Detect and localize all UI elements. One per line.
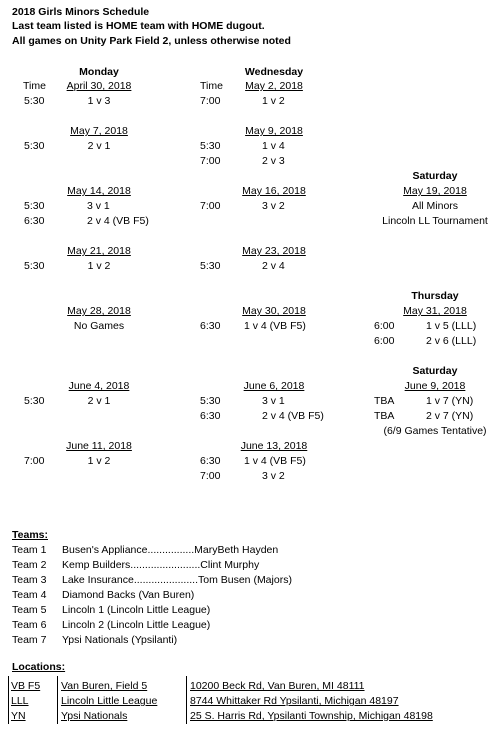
saturday-date: May 19, 2018 <box>403 185 467 197</box>
team-name: Lincoln 1 (Lincoln Little League) <box>62 604 211 616</box>
game-time: 5:30 <box>24 95 45 107</box>
game-time: 6:30 <box>200 320 221 332</box>
team-label: Team 6 <box>12 619 47 631</box>
game-matchup: 1 v 2 <box>87 260 111 272</box>
game-matchup: 3 v 2 <box>262 200 285 212</box>
game-matchup: 2 v 1 <box>87 140 111 152</box>
time-label-wednesday: Time <box>200 80 223 92</box>
game-time: 5:30 <box>24 395 45 407</box>
team-contact: MaryBeth Hayden <box>194 544 279 556</box>
monday-date: May 28, 2018 <box>67 305 131 317</box>
saturday-event-detail: Lincoln LL Tournament <box>382 215 488 227</box>
saturday-heading: Saturday <box>412 170 458 182</box>
wednesday-heading: Wednesday <box>244 66 304 78</box>
game-matchup: 1 v 4 (VB F5) <box>244 320 306 332</box>
team-name: Ypsi Nationals (Ypsilanti) <box>62 634 178 646</box>
teams-heading: Teams: <box>12 529 48 541</box>
location-name: Lincoln Little League <box>61 695 158 707</box>
monday-date: April 30, 2018 <box>66 80 132 92</box>
game-time: 7:00 <box>200 95 221 107</box>
location-address: 8744 Whittaker Rd Ypsilanti, Michigan 48197 <box>190 695 399 707</box>
game-matchup: 2 v 4 (VB F5) <box>262 410 324 422</box>
game-time: 7:00 <box>200 155 221 167</box>
game-matchup: 1 v 4 <box>262 140 285 152</box>
location-code: LLL <box>11 695 29 707</box>
team-name: Diamond Backs (Van Buren) <box>62 589 195 601</box>
saturday-event: All Minors <box>411 200 459 212</box>
game-time: 5:30 <box>200 395 221 407</box>
team-name: Lincoln 2 (Lincoln Little League) <box>62 619 211 631</box>
game-time: 5:30 <box>24 200 45 212</box>
location-address: 10200 Beck Rd, Van Buren, MI 48111 <box>190 680 365 692</box>
wednesday-date: June 6, 2018 <box>243 380 305 392</box>
team-label: Team 1 <box>12 544 47 556</box>
schedule-title: 2018 Girls Minors Schedule <box>12 6 150 18</box>
game-matchup: 2 v 4 (VB F5) <box>87 215 149 227</box>
game-time: 7:00 <box>24 455 45 467</box>
leader-dots: ...................... <box>133 574 198 586</box>
home-team-note: Last team listed is HOME team with HOME dugout. <box>12 20 265 32</box>
game-matchup: 2 v 4 <box>262 260 285 272</box>
wednesday-date: June 13, 2018 <box>240 440 308 452</box>
team-entry <box>62 544 278 557</box>
game-matchup: 1 v 5 (LLL) <box>426 320 477 332</box>
game-time: 7:00 <box>200 470 221 482</box>
locations-heading: Locations: <box>12 661 66 673</box>
game-time: TBA <box>374 410 395 422</box>
field-note: All games on Unity Park Field 2, unless otherwise noted <box>12 35 291 47</box>
monday-date: June 4, 2018 <box>68 380 130 392</box>
monday-date: May 14, 2018 <box>67 185 131 197</box>
leader-dots: ................ <box>147 544 195 556</box>
game-time: TBA <box>374 395 395 407</box>
saturday-heading: Saturday <box>412 365 458 377</box>
game-matchup: 2 v 7 (YN) <box>426 410 474 422</box>
wednesday-date: May 23, 2018 <box>242 245 306 257</box>
team-name: Busen's Appliance <box>62 544 148 556</box>
game-matchup: 3 v 1 <box>262 395 285 407</box>
location-name: Van Buren, Field 5 <box>61 680 148 692</box>
monday-date: June 11, 2018 <box>66 440 132 452</box>
game-matchup: 3 v 2 <box>262 470 285 482</box>
table-border <box>8 676 9 724</box>
monday-heading: Monday <box>79 66 119 78</box>
game-time: 5:30 <box>24 140 45 152</box>
location-address: 25 S. Harris Rd, Ypsilanti Township, Michigan 48198 <box>190 710 433 722</box>
no-games-note: No Games <box>73 320 125 332</box>
game-matchup: 1 v 2 <box>262 95 285 107</box>
team-label: Team 7 <box>12 634 47 646</box>
thursday-heading: Thursday <box>411 290 459 302</box>
location-name: Ypsi Nationals <box>61 710 128 722</box>
team-contact: Clint Murphy <box>200 559 260 571</box>
game-matchup: 1 v 2 <box>87 455 111 467</box>
game-matchup: 1 v 3 <box>87 95 111 107</box>
game-matchup: 2 v 1 <box>87 395 111 407</box>
monday-date: May 21, 2018 <box>67 245 131 257</box>
game-time: 5:30 <box>24 260 45 272</box>
wednesday-date: May 30, 2018 <box>242 305 306 317</box>
wednesday-date: May 16, 2018 <box>242 185 306 197</box>
team-contact: Tom Busen (Majors) <box>198 574 292 586</box>
monday-date: May 7, 2018 <box>70 125 128 137</box>
wednesday-date: May 2, 2018 <box>245 80 303 92</box>
game-matchup: 1 v 7 (YN) <box>426 395 474 407</box>
team-entry <box>62 574 292 587</box>
tentative-note: (6/9 Games Tentative) <box>383 425 487 437</box>
game-matchup: 3 v 1 <box>87 200 110 212</box>
game-time: 7:00 <box>200 200 221 212</box>
game-matchup: 2 v 6 (LLL) <box>426 335 477 347</box>
game-matchup: 2 v 3 <box>262 155 285 167</box>
table-border <box>186 676 187 724</box>
team-entry <box>62 559 259 572</box>
location-code: VB F5 <box>11 680 41 692</box>
saturday-date: June 9, 2018 <box>404 380 466 392</box>
team-label: Team 3 <box>12 574 47 586</box>
team-name: Kemp Builders <box>62 559 131 571</box>
game-time: 6:00 <box>374 335 395 347</box>
game-matchup: 1 v 4 (VB F5) <box>244 455 306 467</box>
game-time: 6:00 <box>374 320 395 332</box>
game-time: 5:30 <box>200 140 221 152</box>
leader-dots: ........................ <box>130 559 201 571</box>
team-label: Team 2 <box>12 559 47 571</box>
game-time: 6:30 <box>200 410 221 422</box>
team-name: Lake Insurance <box>62 574 134 586</box>
thursday-date: May 31, 2018 <box>403 305 467 317</box>
table-border <box>57 676 58 724</box>
team-label: Team 4 <box>12 589 47 601</box>
wednesday-date: May 9, 2018 <box>245 125 303 137</box>
game-time: 6:30 <box>24 215 45 227</box>
location-code: YN <box>11 710 26 722</box>
game-time: 5:30 <box>200 260 221 272</box>
time-label-monday: Time <box>23 80 46 92</box>
team-label: Team 5 <box>12 604 47 616</box>
game-time: 6:30 <box>200 455 221 467</box>
